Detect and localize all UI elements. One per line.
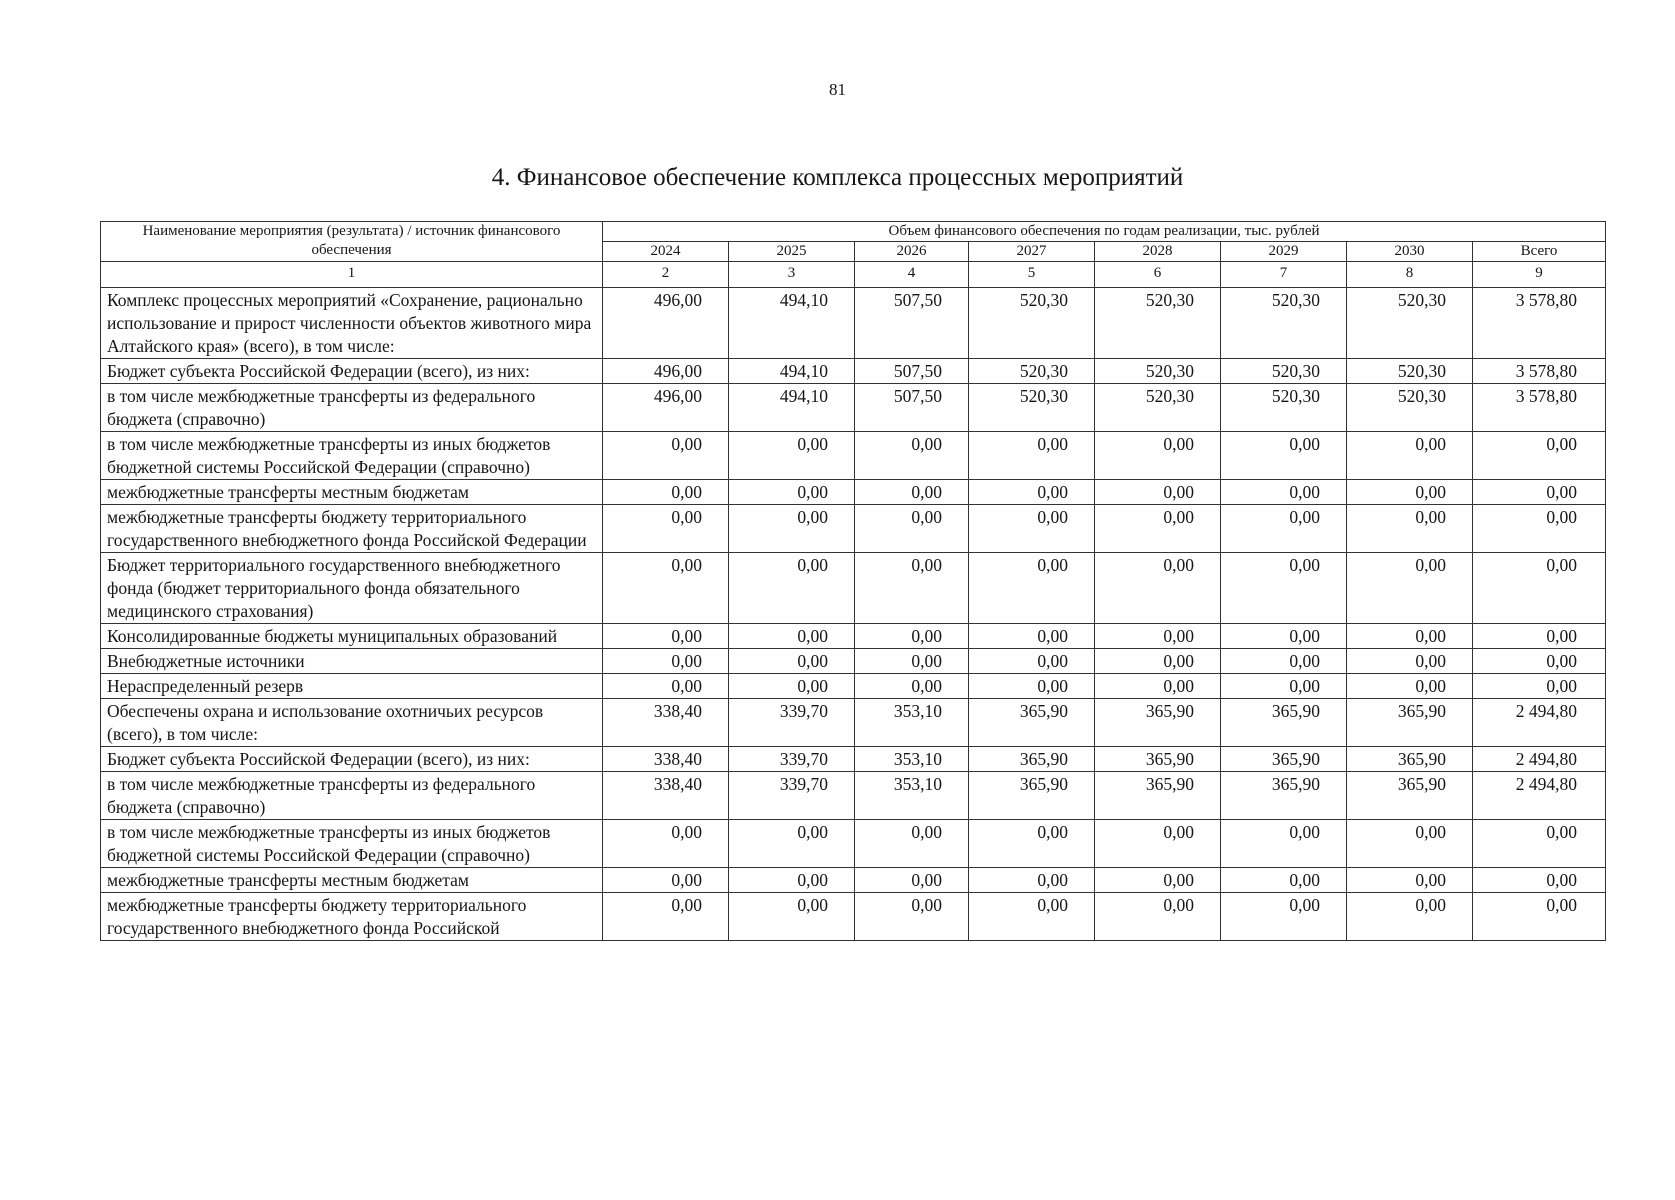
cell-value: 0,00 [603, 624, 729, 649]
cell-total: 2 494,80 [1473, 772, 1606, 820]
cell-value: 365,90 [1095, 772, 1221, 820]
row-source-name: межбюджетные трансферты местным бюджетам [101, 480, 603, 505]
table-row [101, 699, 1606, 747]
cell-value: 0,00 [969, 553, 1095, 624]
cell-value: 494,10 [729, 288, 855, 359]
row-source-name: Бюджет субъекта Российской Федерации (всего), из них: [101, 359, 603, 384]
cell-value: 0,00 [603, 432, 729, 480]
cell-value: 0,00 [1347, 505, 1473, 553]
cell-value: 0,00 [1095, 868, 1221, 893]
cell-value: 0,00 [969, 868, 1095, 893]
header-volume-group: Объем финансового обеспечения по годам реализации, тыс. рублей [603, 222, 1606, 242]
cell-value: 353,10 [855, 699, 969, 747]
cell-value: 520,30 [1221, 384, 1347, 432]
cell-value: 353,10 [855, 772, 969, 820]
row-source-name: Консолидированные бюджеты муниципальных образований [101, 624, 603, 649]
cell-value: 0,00 [969, 480, 1095, 505]
table-body [101, 288, 1606, 941]
row-source-name: в том числе межбюджетные трансферты из федерального бюджета (справочно) [101, 772, 603, 820]
cell-value: 365,90 [1221, 699, 1347, 747]
table-row [101, 505, 1606, 553]
cell-value: 520,30 [1221, 288, 1347, 359]
cell-value: 520,30 [1347, 384, 1473, 432]
cell-value: 0,00 [1095, 624, 1221, 649]
cell-value: 520,30 [1095, 359, 1221, 384]
table-row [101, 480, 1606, 505]
cell-value: 0,00 [1095, 893, 1221, 941]
cell-value: 496,00 [603, 288, 729, 359]
cell-value: 520,30 [1347, 359, 1473, 384]
column-number: 1 [101, 262, 603, 288]
cell-value: 520,30 [969, 288, 1095, 359]
cell-total: 0,00 [1473, 649, 1606, 674]
row-source-name: в том числе межбюджетные трансферты из иных бюджетов бюджетной системы Российской Федерации (справочно) [101, 432, 603, 480]
cell-value: 0,00 [1221, 553, 1347, 624]
row-source-name: Комплекс процессных мероприятий «Сохранение, рационально использование и прирост численности объектов животного мира Алтайского края» (всего), в том числе: [101, 288, 603, 359]
cell-total: 0,00 [1473, 624, 1606, 649]
cell-value: 0,00 [1095, 649, 1221, 674]
cell-total: 0,00 [1473, 480, 1606, 505]
cell-value: 0,00 [729, 820, 855, 868]
header-row-column-numbers [101, 262, 1606, 288]
financing-table [100, 221, 1606, 941]
cell-value: 520,30 [969, 359, 1095, 384]
cell-value: 0,00 [1221, 820, 1347, 868]
cell-value: 0,00 [1095, 674, 1221, 699]
cell-value: 339,70 [729, 699, 855, 747]
cell-value: 0,00 [1095, 480, 1221, 505]
header-row-groups [101, 222, 1606, 242]
cell-value: 0,00 [1221, 893, 1347, 941]
cell-value: 494,10 [729, 384, 855, 432]
row-source-name: Нераспределенный резерв [101, 674, 603, 699]
cell-total: 0,00 [1473, 820, 1606, 868]
cell-value: 0,00 [1095, 820, 1221, 868]
cell-value: 365,90 [1095, 699, 1221, 747]
cell-total: 0,00 [1473, 868, 1606, 893]
table-row [101, 772, 1606, 820]
row-source-name: Обеспечены охрана и использование охотничьих ресурсов (всего), в том числе: [101, 699, 603, 747]
cell-value: 0,00 [855, 649, 969, 674]
cell-value: 0,00 [1347, 649, 1473, 674]
cell-value: 339,70 [729, 772, 855, 820]
cell-value: 0,00 [729, 432, 855, 480]
cell-value: 338,40 [603, 747, 729, 772]
cell-value: 0,00 [729, 649, 855, 674]
row-source-name: межбюджетные трансферты местным бюджетам [101, 868, 603, 893]
cell-value: 365,90 [969, 699, 1095, 747]
cell-value: 365,90 [969, 772, 1095, 820]
cell-value: 0,00 [855, 624, 969, 649]
cell-value: 365,90 [1347, 699, 1473, 747]
table-row [101, 432, 1606, 480]
cell-value: 520,30 [1347, 288, 1473, 359]
cell-value: 339,70 [729, 747, 855, 772]
row-source-name: в том числе межбюджетные трансферты из иных бюджетов бюджетной системы Российской Федерации (справочно) [101, 820, 603, 868]
cell-value: 0,00 [1221, 649, 1347, 674]
table-row [101, 359, 1606, 384]
cell-value: 0,00 [603, 674, 729, 699]
cell-value: 520,30 [1221, 359, 1347, 384]
section-title: 4. Финансовое обеспечение комплекса процессных мероприятий [491, 164, 1184, 191]
column-number: 3 [729, 262, 855, 288]
table-row [101, 288, 1606, 359]
cell-value: 0,00 [969, 649, 1095, 674]
cell-value: 507,50 [855, 384, 969, 432]
cell-value: 0,00 [969, 505, 1095, 553]
cell-total: 0,00 [1473, 505, 1606, 553]
cell-value: 520,30 [1095, 384, 1221, 432]
cell-value: 338,40 [603, 772, 729, 820]
cell-value: 0,00 [729, 624, 855, 649]
cell-value: 365,90 [1095, 747, 1221, 772]
cell-value: 0,00 [855, 432, 969, 480]
cell-value: 0,00 [1347, 868, 1473, 893]
cell-total: 3 578,80 [1473, 384, 1606, 432]
cell-value: 0,00 [1095, 505, 1221, 553]
table-row [101, 747, 1606, 772]
table-row [101, 893, 1606, 941]
column-number: 7 [1221, 262, 1347, 288]
column-number: 5 [969, 262, 1095, 288]
cell-value: 507,50 [855, 288, 969, 359]
cell-value: 0,00 [729, 553, 855, 624]
row-source-name: межбюджетные трансферты бюджету территориального государственного внебюджетного фонда Российской [101, 893, 603, 941]
cell-value: 0,00 [1095, 553, 1221, 624]
cell-value: 0,00 [603, 505, 729, 553]
header-total: Всего [1473, 242, 1606, 262]
page-number: 81 [829, 80, 846, 99]
cell-total: 3 578,80 [1473, 288, 1606, 359]
cell-value: 0,00 [969, 893, 1095, 941]
table-row [101, 624, 1606, 649]
cell-value: 0,00 [855, 480, 969, 505]
cell-value: 0,00 [969, 624, 1095, 649]
cell-value: 520,30 [1095, 288, 1221, 359]
cell-value: 496,00 [603, 384, 729, 432]
row-source-name: межбюджетные трансферты бюджету территориального государственного внебюджетного фонда Российской Федерации [101, 505, 603, 553]
header-year: 2029 [1221, 242, 1347, 262]
cell-value: 0,00 [969, 674, 1095, 699]
cell-total: 0,00 [1473, 432, 1606, 480]
cell-value: 0,00 [603, 820, 729, 868]
header-year: 2026 [855, 242, 969, 262]
cell-value: 0,00 [1347, 553, 1473, 624]
cell-value: 0,00 [603, 893, 729, 941]
cell-value: 0,00 [1221, 480, 1347, 505]
cell-value: 0,00 [855, 820, 969, 868]
column-number: 2 [603, 262, 729, 288]
cell-total: 2 494,80 [1473, 699, 1606, 747]
cell-total: 0,00 [1473, 553, 1606, 624]
row-source-name: Внебюджетные источники [101, 649, 603, 674]
cell-value: 494,10 [729, 359, 855, 384]
header-year: 2028 [1095, 242, 1221, 262]
column-number: 4 [855, 262, 969, 288]
cell-value: 0,00 [1347, 624, 1473, 649]
column-number: 9 [1473, 262, 1606, 288]
cell-value: 0,00 [1347, 432, 1473, 480]
row-source-name: Бюджет субъекта Российской Федерации (всего), из них: [101, 747, 603, 772]
cell-value: 0,00 [603, 649, 729, 674]
table-header [101, 222, 1606, 288]
cell-value: 0,00 [729, 480, 855, 505]
table-row [101, 384, 1606, 432]
cell-value: 0,00 [729, 505, 855, 553]
cell-value: 0,00 [855, 868, 969, 893]
cell-value: 520,30 [969, 384, 1095, 432]
cell-value: 0,00 [969, 820, 1095, 868]
table-row [101, 868, 1606, 893]
cell-value: 0,00 [603, 553, 729, 624]
table-row [101, 553, 1606, 624]
cell-value: 338,40 [603, 699, 729, 747]
header-year: 2025 [729, 242, 855, 262]
cell-value: 0,00 [1221, 624, 1347, 649]
cell-value: 365,90 [969, 747, 1095, 772]
cell-value: 0,00 [1095, 432, 1221, 480]
header-year: 2024 [603, 242, 729, 262]
cell-value: 353,10 [855, 747, 969, 772]
cell-total: 2 494,80 [1473, 747, 1606, 772]
table-row [101, 649, 1606, 674]
cell-value: 0,00 [855, 893, 969, 941]
cell-value: 0,00 [1221, 432, 1347, 480]
cell-value: 0,00 [1347, 820, 1473, 868]
column-number: 6 [1095, 262, 1221, 288]
cell-total: 0,00 [1473, 674, 1606, 699]
header-year: 2027 [969, 242, 1095, 262]
cell-value: 0,00 [603, 480, 729, 505]
table-row [101, 820, 1606, 868]
cell-value: 0,00 [855, 553, 969, 624]
cell-value: 0,00 [1347, 480, 1473, 505]
table-row [101, 674, 1606, 699]
cell-value: 0,00 [603, 868, 729, 893]
cell-value: 365,90 [1221, 747, 1347, 772]
cell-total: 0,00 [1473, 893, 1606, 941]
row-source-name: Бюджет территориального государственного внебюджетного фонда (бюджет территориального фонда обязательного медицинского страхования) [101, 553, 603, 624]
cell-value: 0,00 [1347, 893, 1473, 941]
cell-value: 507,50 [855, 359, 969, 384]
cell-value: 0,00 [1221, 505, 1347, 553]
cell-value: 0,00 [729, 868, 855, 893]
cell-value: 0,00 [855, 674, 969, 699]
row-source-name: в том числе межбюджетные трансферты из федерального бюджета (справочно) [101, 384, 603, 432]
header-name-column: Наименование мероприятия (результата) / источник финансового обеспечения [101, 222, 603, 262]
cell-value: 365,90 [1221, 772, 1347, 820]
cell-value: 0,00 [1221, 868, 1347, 893]
cell-total: 3 578,80 [1473, 359, 1606, 384]
cell-value: 0,00 [1347, 674, 1473, 699]
cell-value: 365,90 [1347, 772, 1473, 820]
cell-value: 496,00 [603, 359, 729, 384]
cell-value: 0,00 [855, 505, 969, 553]
cell-value: 0,00 [729, 893, 855, 941]
column-number: 8 [1347, 262, 1473, 288]
cell-value: 365,90 [1347, 747, 1473, 772]
cell-value: 0,00 [969, 432, 1095, 480]
header-year: 2030 [1347, 242, 1473, 262]
cell-value: 0,00 [729, 674, 855, 699]
cell-value: 0,00 [1221, 674, 1347, 699]
